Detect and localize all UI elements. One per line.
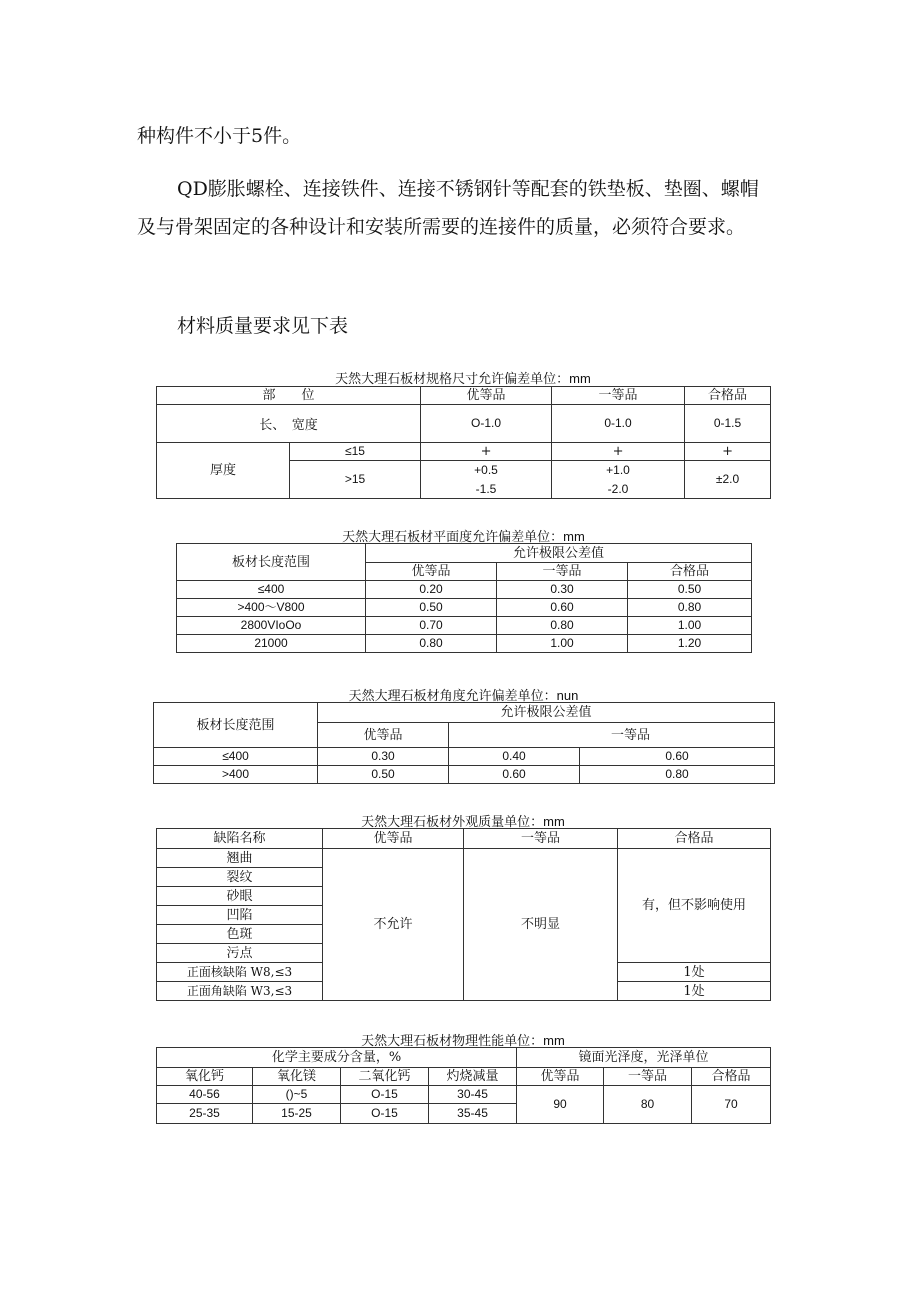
table2-caption-text: 天然大理石板材平面度允许偏差单位： bbox=[342, 530, 564, 545]
table4-first-value: 不明显 bbox=[464, 849, 618, 1001]
table3-row-value: 0.30 bbox=[318, 748, 449, 766]
table4-premium-value: 不允许 bbox=[323, 849, 464, 1001]
flatness-tolerance-table bbox=[176, 543, 752, 653]
table4-header-defect: 缺陷名称 bbox=[157, 829, 323, 849]
table5-chem-value: O-15 bbox=[341, 1086, 429, 1104]
table5-gloss-col: 一等品 bbox=[604, 1068, 692, 1086]
table3-range-header: 板材长度范围 bbox=[154, 703, 318, 748]
table3-caption-text: 天然大理石板材角度允许偏差单位： bbox=[348, 689, 557, 704]
table1-caption-text: 天然大理石板材规格尺寸允许偏差单位： bbox=[335, 372, 570, 387]
table1-length-first: 0-1.0 bbox=[552, 405, 685, 443]
table5-gloss-header: 镜面光泽度，光泽单位 bbox=[517, 1048, 771, 1068]
table2-row-range: ≤400 bbox=[177, 581, 366, 599]
table5-gloss-premium: 90 bbox=[517, 1086, 604, 1124]
table2-grade-premium: 优等品 bbox=[366, 563, 497, 581]
table5-chem-value: 35-45 bbox=[429, 1104, 517, 1124]
table5-gloss-qualified: 70 bbox=[692, 1086, 771, 1124]
table2-row-value: 0.80 bbox=[497, 617, 628, 635]
table2-row-range: 2800VIoOo bbox=[177, 617, 366, 635]
table5-gloss-first: 80 bbox=[604, 1086, 692, 1124]
table2-row-value: 0.70 bbox=[366, 617, 497, 635]
table3-row-value: 0.40 bbox=[449, 748, 580, 766]
angle-tolerance-table bbox=[153, 702, 775, 784]
table2-row-value: 0.30 bbox=[497, 581, 628, 599]
table2-row-value: 0.50 bbox=[366, 599, 497, 617]
table4-qualified-corner: 1处 bbox=[618, 982, 771, 1001]
paragraph-3: 材料质量要求见下表 bbox=[177, 315, 349, 337]
table4-edge-defect: 正面核缺陷 W8,≤3 bbox=[157, 963, 323, 982]
table1-caption bbox=[156, 368, 770, 387]
table5-chem-col: 二氧化钙 bbox=[341, 1068, 429, 1086]
table3-row-value: 0.80 bbox=[580, 766, 775, 784]
physical-properties-table bbox=[156, 1047, 771, 1124]
table4-header-qualified: 合格品 bbox=[618, 829, 771, 849]
table2-row-range: >400～V800 bbox=[177, 599, 366, 617]
table5-chem-value: 40-56 bbox=[157, 1086, 253, 1104]
table3-grade-premium: 优等品 bbox=[318, 723, 449, 748]
table4-defect: 砂眼 bbox=[157, 887, 323, 906]
table3-row-value: 0.60 bbox=[580, 748, 775, 766]
table1-gt15-first bbox=[552, 461, 685, 499]
table1-le15-premium: + bbox=[421, 443, 552, 461]
table2-row-value: 0.20 bbox=[366, 581, 497, 599]
table4-defect: 裂纹 bbox=[157, 868, 323, 887]
table4-corner-defect: 正面角缺陷 W3,≤3 bbox=[157, 982, 323, 1001]
table2-caption-unit: mm bbox=[563, 529, 585, 544]
table2-range-header: 板材长度范围 bbox=[177, 544, 366, 581]
table1-length-label-text: 长、 宽度 bbox=[259, 418, 318, 433]
table1-length-premium: O-1.0 bbox=[421, 405, 552, 443]
table3-row-range: ≤400 bbox=[154, 748, 318, 766]
table1-thickness-label: 厚度 bbox=[157, 443, 290, 499]
table2-row-value: 0.60 bbox=[497, 599, 628, 617]
table1-gt15-premium-lower: -1.5 bbox=[475, 481, 497, 496]
table1-caption-unit: mm bbox=[569, 371, 591, 386]
table4-caption-text: 天然大理石板材外观质量单位： bbox=[361, 815, 544, 830]
table5-chem-col: 氧化钙 bbox=[157, 1068, 253, 1086]
table4-defect: 翘曲 bbox=[157, 849, 323, 868]
table5-caption-unit: mm bbox=[543, 1033, 565, 1048]
table2-row-value: 1.00 bbox=[497, 635, 628, 653]
table5-chem-value: 30-45 bbox=[429, 1086, 517, 1104]
table4-caption-unit: mm bbox=[543, 814, 565, 829]
table5-caption-text: 天然大理石板材物理性能单位： bbox=[361, 1034, 544, 1049]
table1-gt15-first-upper: +1.0 bbox=[606, 462, 630, 477]
table3-tolerance-header: 允许极限公差值 bbox=[318, 703, 775, 723]
table5-gloss-col: 优等品 bbox=[517, 1068, 604, 1086]
table1-gt15-label: >15 bbox=[290, 461, 421, 499]
table2-row-value: 1.00 bbox=[628, 617, 752, 635]
table5-chem-value: O-15 bbox=[341, 1104, 429, 1124]
table1-length-label bbox=[157, 405, 421, 443]
table1-le15-qualified: + bbox=[685, 443, 771, 461]
table5-chem-col: 灼烧减量 bbox=[429, 1068, 517, 1086]
table5-chem-value: 15-25 bbox=[253, 1104, 341, 1124]
table2-row-value: 0.50 bbox=[628, 581, 752, 599]
table1-header-first: 一等品 bbox=[552, 387, 685, 405]
table5-chem-header: 化学主要成分含量，% bbox=[157, 1048, 517, 1068]
table4-qualified-edge: 1处 bbox=[618, 963, 771, 982]
table1-le15-label: ≤15 bbox=[290, 443, 421, 461]
table4-header-premium: 优等品 bbox=[323, 829, 464, 849]
table3-row-value: 0.60 bbox=[449, 766, 580, 784]
paragraph-2: QD膨胀螺栓、连接铁件、连接不锈钢针等配套的铁垫板、垫圈、螺帽及与骨架固定的各种设计和安装所需要的连接件的质量，必须符合要求。 bbox=[137, 178, 759, 238]
table1-gt15-qualified: ±2.0 bbox=[685, 461, 771, 499]
table2-tolerance-header: 允许极限公差值 bbox=[366, 544, 752, 563]
table4-defect: 凹陷 bbox=[157, 906, 323, 925]
appearance-quality-table bbox=[156, 828, 771, 1001]
table1-header-premium: 优等品 bbox=[421, 387, 552, 405]
table3-caption-unit: nun bbox=[556, 688, 579, 703]
dimension-tolerance-table bbox=[156, 386, 771, 499]
table4-defect: 色斑 bbox=[157, 925, 323, 944]
table1-le15-first: + bbox=[552, 443, 685, 461]
table5-gloss-col: 合格品 bbox=[692, 1068, 771, 1086]
table1-gt15-premium bbox=[421, 461, 552, 499]
table2-row-value: 0.80 bbox=[366, 635, 497, 653]
table2-row-value: 1.20 bbox=[628, 635, 752, 653]
table4-header-first: 一等品 bbox=[464, 829, 618, 849]
table2-row-range: 21000 bbox=[177, 635, 366, 653]
table1-header-qualified: 合格品 bbox=[685, 387, 771, 405]
table5-chem-col: 氧化镁 bbox=[253, 1068, 341, 1086]
table4-qualified-value: 有，但不影响使用 bbox=[618, 849, 771, 963]
table3-grade-first: 一等品 bbox=[449, 723, 775, 748]
table1-length-qualified: 0-1.5 bbox=[685, 405, 771, 443]
table4-defect: 污点 bbox=[157, 944, 323, 963]
table1-header-part: 部 位 bbox=[157, 387, 421, 405]
table2-grade-first: 一等品 bbox=[497, 563, 628, 581]
table1-gt15-premium-upper: +0.5 bbox=[474, 462, 498, 477]
table3-row-range: >400 bbox=[154, 766, 318, 784]
table5-chem-value: ()~5 bbox=[253, 1086, 341, 1104]
table1-gt15-first-lower: -2.0 bbox=[607, 481, 629, 496]
table2-row-value: 0.80 bbox=[628, 599, 752, 617]
paragraph-1: 种构件不小于5件。 bbox=[137, 125, 302, 147]
table2-grade-qualified: 合格品 bbox=[628, 563, 752, 581]
table3-row-value: 0.50 bbox=[318, 766, 449, 784]
table5-chem-value: 25-35 bbox=[157, 1104, 253, 1124]
